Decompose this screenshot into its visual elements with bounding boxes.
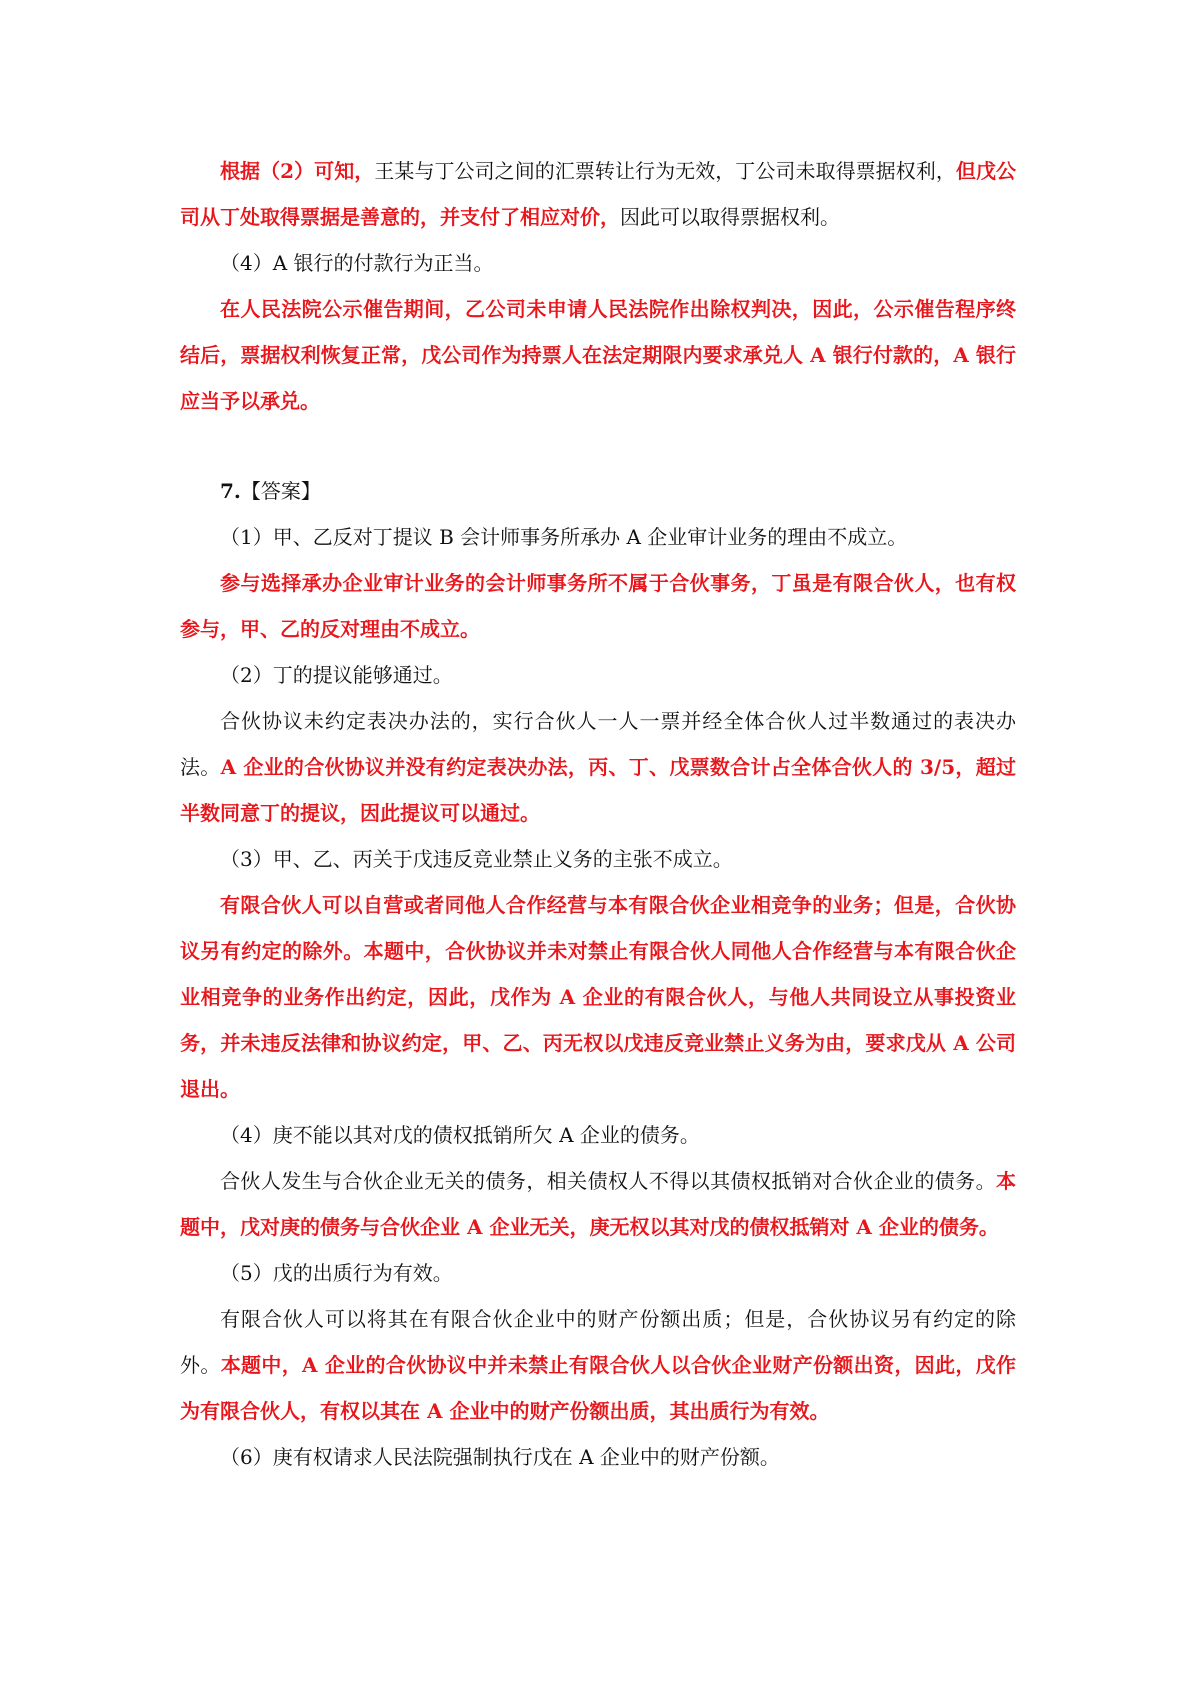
body-text: 合伙协议未约定表决办法的，实行合伙人一人一票并经全体合伙人过半数通过的表决办法。 — [180, 709, 1016, 779]
emphasis-text: 本题中，A 企业的合伙协议中并未禁止有限合伙人以合伙企业财产份额出资，因此，戊作为有限合伙人，有权以其在 A 企业中的财产份额出质，其出质行为有效。 — [180, 1353, 1017, 1423]
emphasis-text: 本题中，戊对庚的债务与合伙企业 A 企业无关，庚无权以其对戊的债权抵销对 A 企业的债务。 — [180, 1169, 1016, 1239]
explanation-1: 参与选择承办企业审计业务的会计师事务所不属于合伙事务，丁虽是有限合伙人，也有权参与，甲、乙的反对理由不成立。 — [180, 571, 1016, 641]
explanation-2 — [180, 698, 1016, 836]
question-7-heading — [180, 468, 1016, 514]
body-text: 王某与丁公司之间的汇票转让行为无效，丁公司未取得票据权利， — [374, 159, 956, 183]
question-number: 7. — [220, 479, 241, 503]
emphasis-text: 但戊公司从丁处取得票据是善意的，并支付了相应对价， — [180, 159, 1016, 229]
answer-label: 【答案】 — [240, 479, 321, 503]
emphasis-text: A 企业的合伙协议并没有约定表决办法，丙、丁、戊票数合计占全体合伙人的 3/5，超过半数同意丁的提议，因此提议可以通过。 — [180, 755, 1016, 825]
sub-answer-6: （6）庚有权请求人民法院强制执行戊在 A 企业中的财产份额。 — [220, 1445, 780, 1469]
body-text: 因此可以取得票据权利。 — [620, 205, 840, 229]
explanation-bank-payment: 在人民法院公示催告期间，乙公司未申请人民法院作出除权判决，因此，公示催告程序终结后，票据权利恢复正常，戊公司作为持票人在法定期限内要求承兑人 A 银行付款的，A 银行应当予以承兑。 — [180, 297, 1016, 413]
sub-answer-2: （2）丁的提议能够通过。 — [220, 663, 453, 687]
sub-answer-1: （1）甲、乙反对丁提议 B 会计师事务所承办 A 企业审计业务的理由不成立。 — [220, 525, 908, 549]
paragraph-bill-transfer — [180, 148, 1016, 240]
body-text: 有限合伙人可以将其在有限合伙企业中的财产份额出质；但是，合伙协议另有约定的除外。 — [180, 1307, 1016, 1377]
sub-answer-4: （4）庚不能以其对戊的债权抵销所欠 A 企业的债务。 — [220, 1123, 700, 1147]
section-spacer — [180, 424, 1016, 468]
sub-answer-3: （3）甲、乙、丙关于戊违反竞业禁止义务的主张不成立。 — [220, 847, 733, 871]
document-body — [180, 148, 1016, 1480]
explanation-5 — [180, 1296, 1016, 1434]
sub-answer-5: （5）戊的出质行为有效。 — [220, 1261, 453, 1285]
sub-answer-4-bank-payment: （4）A 银行的付款行为正当。 — [220, 251, 494, 275]
emphasis-text: 根据（2）可知， — [220, 159, 375, 183]
body-text: 合伙人发生与合伙企业无关的债务，相关债权人不得以其债权抵销对合伙企业的债务。 — [220, 1169, 996, 1193]
explanation-4 — [180, 1158, 1016, 1250]
explanation-3: 有限合伙人可以自营或者同他人合作经营与本有限合伙企业相竞争的业务；但是，合伙协议另有约定的除外。本题中，合伙协议并未对禁止有限合伙人同他人合作经营与本有限合伙企业相竞争的业务作出约定，因此，戊作为 A 企业的有限合伙人，与他人共同设立从事投资业务，并未违反法律和协议约定，甲、乙、丙无权以戊违反竞业禁止义务为由，要求戊从 A 公司退出。 — [180, 893, 1016, 1101]
